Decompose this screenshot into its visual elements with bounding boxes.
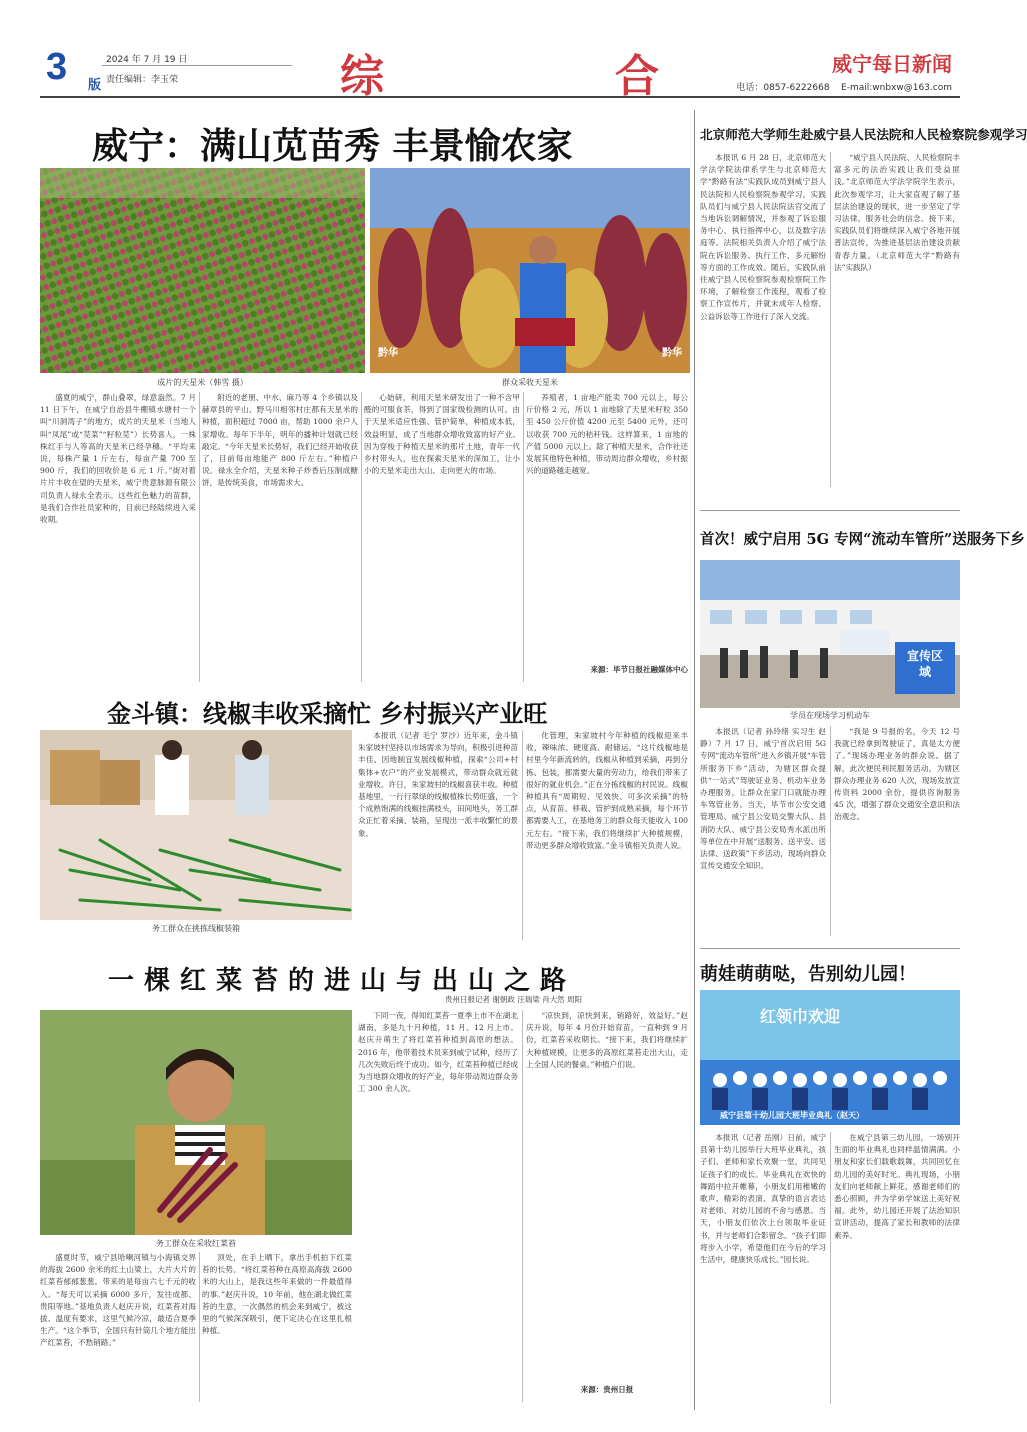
story6-headline: 萌娃萌萌哒，告别幼儿园！ xyxy=(700,964,916,985)
story1-caption-right: 群众采收天星米 xyxy=(502,378,558,387)
column-divider xyxy=(361,392,362,682)
story6-caption: 威宁县第十幼儿园大班毕业典礼（赵天） xyxy=(720,1110,864,1120)
story5-caption: 学员在现场学习机动车 xyxy=(790,711,870,720)
column-divider xyxy=(523,392,524,682)
issue-date: 2024 年 7 月 19 日 xyxy=(106,55,188,65)
story5-col-2: “我是 9 号报的名，今天 12 号我就已经拿到驾驶证了，真是太方便了。”现场办理业务的群众说。据了解，此次便民利民服务活动，为辖区群众办理业务 620 人次，现场发放宣传资料 2000 余份，提供咨询服务 45 次，增强了群众交通安全意识和法治观念。 xyxy=(834,727,960,822)
story1-source: 来源：毕节日报社融媒体中心 xyxy=(590,665,688,674)
story3-headline: 一棵红菜苔的进山与出山之路 xyxy=(108,966,577,996)
story1-headline: 威宁：满山苋苗秀 丰景愉农家 xyxy=(92,125,573,167)
spacer xyxy=(700,158,726,160)
contact-info xyxy=(736,80,952,93)
right-rail-divider xyxy=(694,110,695,1410)
masthead-rule xyxy=(40,96,960,98)
photo-sign-text: 宣传区域 xyxy=(906,649,943,679)
page-number: 3 xyxy=(46,46,68,88)
story3-col-1: 盛夏时节，威宁县哈喇河镇与小海镇交界的海拔 2600 余米的红土山梁上，大片大片的红菜苔郁郁葱葱。带来的是每亩六七千元的收入。“每天可以采摘 6000 多斤，发往成都、贵阳等地。”基地负责人赵庆升说，红菜苔对海拔、温度有要求，这里气候冷凉，最适合夏季生产。“这个季节，全国只有针筒几个地方能出产红菜苔，不愁销路。” xyxy=(40,1253,196,1348)
story2-photo xyxy=(40,730,352,920)
story2-caption: 务工群众在挑拣线椒装箱 xyxy=(152,924,240,933)
masthead xyxy=(40,38,960,102)
page-label: 版 xyxy=(88,78,102,93)
story1-caption-left: 成片的天星米（韩雪 摄） xyxy=(157,378,248,387)
editor-credit: 责任编辑：李玉荣 xyxy=(106,75,179,85)
story3-source: 来源：贵州日报 xyxy=(580,1385,634,1394)
email-address: E-mail:wnbxw@163.com xyxy=(841,83,952,93)
column-divider xyxy=(522,1010,523,1402)
story3-col-2: 顶处，在手上晒下，拿出手机拍下红菜苔的长势。“将红菜苔种在高原高海拔 2600 米的大山上，是我这些年来做的一件最值得的事。”赵庆升说，10 年前，他在湖北做红菜苔的生意，一次偶然的机会来到威宁，被这里的气候深深吸引，便下定决心在这里扎根种植。 xyxy=(202,1253,352,1336)
story1-col-4: 养殖者，1 亩地产能卖 700 元以上，每公斤价格 2 元，所以 1 亩地除了天星米籽粒 350 至 450 公斤价值 4200 元至 5400 元外，还可以收获 700 元的秸秆钱。这样算来，1 亩地的产值 5000 元以上。除了种植天星米，合作社还发展其他特色种植，带动周边群众增收，乡村振兴的道路越走越宽。 xyxy=(526,393,688,476)
paper-name: 威宁每日新闻 xyxy=(832,52,952,76)
story1-col-2: 附近的老朋、中水、麻乃等 4 个乡镇以及赫章县的平山、野马川相邻村庄都有天星米的种植，面积超过 7000 亩，帮助 1000 余户人家增收。每年下半年，明年的播种计划就已经敲定。“今年天星米长势好，我们已经开始收获了，目前每亩地能产 800 斤左右。”种植户说。禄永全介绍，天星米种子炒香后压制成糖饼，是传统美食，市场需求大。 xyxy=(202,393,358,488)
story3-photo xyxy=(40,1010,352,1235)
column-divider xyxy=(830,726,831,936)
story6-col-1: 本报讯（记者 岳刚）日前，威宁县第十幼儿园举行大班毕业典礼，孩子们、老师和家长欢聚一堂，共同见证孩子们的成长。毕业典礼在欢快的舞蹈中拉开帷幕，小朋友们用稚嫩的歌声、精彩的表演、真挚的语言表达对老师、对幼儿园的不舍与感恩。当天，小朋友们依次上台领取毕业证书，并与老师们合影留念。“孩子们即将步入小学，希望他们在今后的学习生活中，健康快乐成长。”园长说。 xyxy=(700,1133,826,1265)
story4-col-2: “威宁县人民法院、人民检察院丰富多元的法治实践让我们受益匪浅。”北京师范大学法学院学生表示，此次参观学习，让大家直观了解了基层法治建设的现状，进一步坚定了学习法律、服务社会的信念。接下来，实践队员们将继续深入威宁各地开展普法宣传，为推进基层法治建设贡献青春力量。（北京师范大学“黔路有法”实践队） xyxy=(834,153,960,272)
section-title-left: 综 xyxy=(340,51,384,102)
column-divider xyxy=(199,392,200,682)
masthead-divider xyxy=(102,65,292,66)
story3-byline: 贵州日报记者 谢朝政 汪瑞梁 肖大然 周阳 xyxy=(445,995,583,1004)
story1-photo-harvest xyxy=(370,168,690,373)
column-divider xyxy=(199,1252,200,1402)
section-divider xyxy=(700,510,960,511)
story1-col-1: 盛夏的威宁，群山叠翠，绿意盎然。7 月 11 日下午，在威宁自治县牛棚镇水塘村一个叫“川洞湾子”的地方，成片的天星米（当地人叫“凤尾”或“苋菜”“籽粒苋”）长势喜人，一株株红手与人等高的天星米已经孕穗。“平均来说，每株产量 1 斤左右，每亩产量 700 至 900 斤，我们的回收价是 6 元 1 斤。”街对着片片丰收在望的天星米，威宁贵意脉源有限公司负责人禄永全表示。这些红色魅力的苗群，是我们合作社员家种的，目前已经陆续进入采收期。 xyxy=(40,393,196,525)
story2-col-2: 化管理，朱家坡村今年种植的线椒迎来丰收，辣味浓、硬度高、耐储运。“这片线椒地是村里今年新流转的，线椒从种植到采摘，再到分拣、包装，都需要大量的劳动力，给我们带来了很好的就业机会。”正在分拣线椒的村民说。线椒种植具有“周期短、见效快、可多次采摘”的特点，从育苗、移栽、管护到成熟采摘，每个环节都需要人工，在基地务工的群众每天能收入 100 元左右。“接下来，我们将继续扩大种植规模，带动更多群众增收致富。”金斗镇相关负责人说。 xyxy=(526,731,688,850)
section-divider xyxy=(700,948,960,949)
photo-stamp-left: 黔华 xyxy=(378,348,398,359)
story1-photo-field xyxy=(40,168,365,373)
column-divider xyxy=(830,1132,831,1404)
story5-headline: 首次！威宁启用 5G 专网“流动车管所”送服务下乡 xyxy=(700,531,1025,548)
story6-photo xyxy=(700,990,960,1125)
story3-col-4: “凉快到，凉快到来，销路好，效益好。”赵庆升说，每年 4 月份开始育苗，一直种到 9 月份，红菜苔采收期长。“接下来，我们将继续扩大种植规模，让更多的高原红菜苔走出大山，走上全国人民的餐桌。”种植户们说。 xyxy=(526,1011,688,1069)
story3-caption: 务工群众在采收红菜苔 xyxy=(156,1239,236,1248)
column-divider xyxy=(522,730,523,940)
photo-banner-text: 红领巾欢迎 xyxy=(760,1007,841,1026)
story3-col-3: 下同一夜，得知红菜苔一夏季上市不在湖北湖南，多是九十月种植，11 月、12 月上市。赵庆升萌生了将红菜苔种植到高原的想法。2016 年，他带着技术员来到威宁试种，经历了几次失败后终于成功。如今，红菜苔种植已经成为当地群众增收的好产业，每年带动周边群众务工 300 余人次。 xyxy=(358,1011,518,1094)
story1-col-3: 心始研，利用天星米研发出了一种不含甲醛的可服食茶，得到了国家级检测的认可。由于天星米适应性强、管护简单，种植成本低，效益明显，成了当地群众增收致富的好产业。因为穿梭于种植天星米的那片土地，青年一代乡村带头人，也在探索天星米的深加工，让小小的天星米走出大山、走向更大的市场。 xyxy=(364,393,520,476)
story6-col-2: 在威宁县第三幼儿园，一场别开生面的毕业典礼也同样温情满满。小朋友和家长们载歌载舞，共同回忆在幼儿园的美好时光。典礼现场，小朋友们向老师献上鲜花，感谢老师们的悉心照顾，并为学弟学妹送上美好祝福。此外，幼儿园还开展了法治知识宣讲活动，提高了家长和教师的法律素养。 xyxy=(834,1133,960,1240)
section-title-right: 合 xyxy=(615,51,659,102)
story4-col-1: 本报讯 6 月 28 日，北京师范大学法学院法律系学生与北京师范大学“黔路有法”实践队成员到威宁县人民法院和人民检察院参观学习。实践队员们与威宁县人民法院法官交流了当地诉讼调解情况，并参观了诉讼服务中心、执行指挥中心，以及数字法庭等。法院相关负责人介绍了威宁法院在诉讼服务、执行工作、多元解纷等方面的工作成效。随后，实践队前往威宁县人民检察院参观检察院工作环境，了解检察工作流程，观看了检察工作宣传片，并就未成年人检察、公益诉讼等工作进行了深入交流。 xyxy=(700,153,826,321)
story4-headline: 北京师范大学师生赴威宁县人民法院和人民检察院参观学习 xyxy=(700,127,1027,142)
column-divider xyxy=(830,152,831,487)
story5-photo xyxy=(700,560,960,708)
story5-col-1: 本报讯（记者 孙玲绪 实习生 赵静）7 月 17 日，威宁首次启用 5G 专网“流动车管所”进入乡镇开展“车管所服务下乡”活动，为辖区群众提供“一站式”驾驶证业务、机动车业务办理服务，让群众在家门口就能办理车驾管业务。当天，毕节市公安交通管理局、威宁县公安局交警大队、县消防大队、威宁县公安局秀水派出所等单位在中开展“送服务、送平安、送法律、送政策”下乡活动，现场向群众宣传交通安全知识。 xyxy=(700,727,826,871)
photo-stamp-right: 黔华 xyxy=(662,348,682,359)
story2-col-1: 本报讯（记者 毛宁 罗沙）近年来，金斗镇朱家坡村坚持以市场需求为导向，积极引进种苗丰佳、因地制宜发展线椒种植，探索“公司+村集体+农户”的产业发展模式，带动群众就近就业增收。许日，朱家坡村的线椒喜获丰收。种植基地里，一行行翠绿的线椒植株长势旺盛，一个个成熟饱满的线椒挂满枝头，田间地头，务工群众正忙着采摘、装箱，呈现出一派丰收繁忙的景象。 xyxy=(358,731,518,838)
phone-number: 电话：0857-6222668 xyxy=(736,83,830,93)
story2-headline: 金斗镇：线椒丰收采摘忙 乡村振兴产业旺 xyxy=(107,699,548,728)
